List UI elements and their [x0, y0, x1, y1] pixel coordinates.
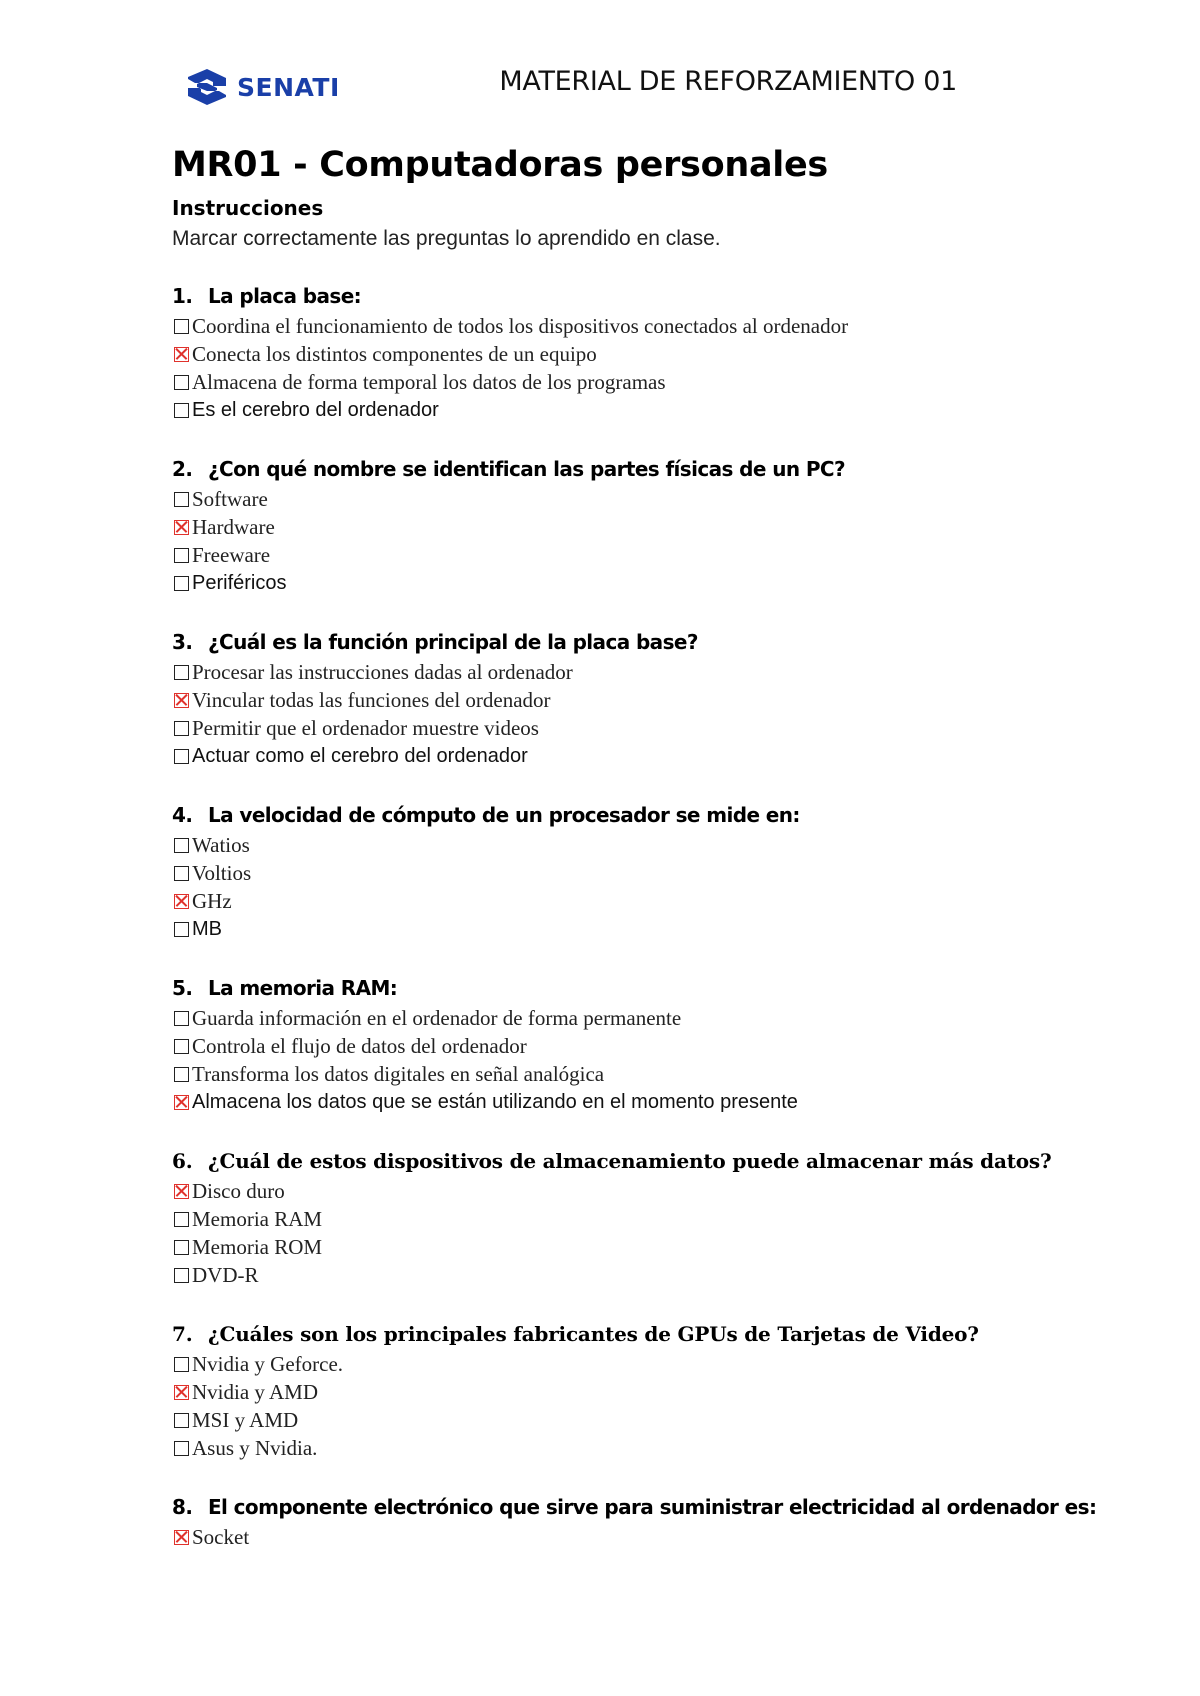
instructions-text: Marcar correctamente las preguntas lo aprendido en clase. [172, 227, 721, 250]
question-heading [172, 1491, 1102, 1523]
option-item [172, 658, 1102, 686]
question-number: 6. [172, 1149, 193, 1173]
checkbox[interactable] [174, 1357, 189, 1372]
option-item [172, 513, 1102, 541]
option-item [172, 1060, 1102, 1088]
option-label: Software [192, 487, 268, 511]
option-label: Almacena de forma temporal los datos de los programas [192, 370, 666, 394]
checkbox-checked[interactable] [174, 520, 189, 535]
question-6 [172, 1145, 1102, 1289]
checkbox[interactable] [174, 721, 189, 736]
option-item [172, 714, 1102, 742]
option-item [172, 1378, 1102, 1406]
checkbox[interactable] [174, 665, 189, 680]
question-number: 4. [172, 803, 193, 827]
option-item [172, 569, 1102, 597]
question-text: ¿Cuál es la función principal de la placa base? [208, 630, 698, 654]
question-2 [172, 453, 1102, 597]
option-item [172, 396, 1102, 424]
option-label: Voltios [192, 861, 252, 885]
checkbox-checked[interactable] [174, 894, 189, 909]
option-item [172, 915, 1102, 943]
option-label: Nvidia y Geforce. [192, 1352, 344, 1376]
option-list [172, 485, 1102, 597]
question-heading [172, 1145, 1102, 1177]
option-label: Conecta los distintos componentes de un equipo [192, 342, 597, 366]
option-item [172, 312, 1102, 340]
option-item [172, 1523, 1102, 1551]
option-list [172, 1523, 1102, 1551]
checkbox[interactable] [174, 1011, 189, 1026]
option-item [172, 485, 1102, 513]
question-7 [172, 1318, 1102, 1462]
option-list [172, 1177, 1102, 1289]
checkbox-checked[interactable] [174, 693, 189, 708]
question-5 [172, 972, 1102, 1116]
option-item [172, 887, 1102, 915]
option-label: Periféricos [192, 572, 287, 594]
instructions-heading: Instrucciones [172, 196, 324, 220]
option-label: Transforma los datos digitales en señal analógica [192, 1062, 605, 1086]
checkbox[interactable] [174, 375, 189, 390]
checkbox-checked[interactable] [174, 347, 189, 362]
option-label: Permitir que el ordenador muestre videos [192, 716, 539, 740]
checkbox[interactable] [174, 838, 189, 853]
option-list [172, 831, 1102, 943]
question-text: ¿Cuál de estos dispositivos de almacenamiento puede almacenar más datos? [208, 1149, 1052, 1173]
option-label: Controla el flujo de datos del ordenador [192, 1034, 527, 1058]
option-label: Es el cerebro del ordenador [192, 399, 439, 421]
option-item [172, 368, 1102, 396]
option-list [172, 658, 1102, 770]
checkbox[interactable] [174, 922, 189, 937]
option-list [172, 1350, 1102, 1462]
question-text: La placa base: [208, 284, 362, 308]
option-label: GHz [192, 889, 232, 913]
question-number: 7. [172, 1322, 193, 1346]
question-text: La memoria RAM: [208, 976, 398, 1000]
document-label: MATERIAL DE REFORZAMIENTO 01 [499, 66, 957, 97]
checkbox-checked[interactable] [174, 1184, 189, 1199]
question-number: 3. [172, 630, 193, 654]
question-number: 2. [172, 457, 193, 481]
option-item [172, 1004, 1102, 1032]
question-4 [172, 799, 1102, 943]
option-item [172, 859, 1102, 887]
checkbox[interactable] [174, 866, 189, 881]
question-3 [172, 626, 1102, 770]
question-text: ¿Cuáles son los principales fabricantes de GPUs de Tarjetas de Video? [208, 1322, 979, 1346]
option-label: Memoria RAM [192, 1207, 323, 1231]
question-text: El componente electrónico que sirve para suministrar electricidad al ordenador es: [208, 1495, 1097, 1519]
checkbox[interactable] [174, 1039, 189, 1054]
question-heading [172, 972, 1102, 1004]
option-label: Actuar como el cerebro del ordenador [192, 745, 528, 767]
option-label: DVD-R [192, 1263, 259, 1287]
question-number: 8. [172, 1495, 193, 1519]
option-item [172, 1205, 1102, 1233]
option-item [172, 1233, 1102, 1261]
option-label: Vincular todas las funciones del ordenador [192, 688, 551, 712]
senati-logo [185, 68, 340, 106]
question-1 [172, 280, 1102, 424]
option-label: Procesar las instrucciones dadas al ordenador [192, 660, 573, 684]
checkbox[interactable] [174, 576, 189, 591]
option-label: Asus y Nvidia. [192, 1436, 318, 1460]
question-text: ¿Con qué nombre se identifican las partes físicas de un PC? [208, 457, 846, 481]
option-list [172, 1004, 1102, 1116]
checkbox[interactable] [174, 403, 189, 418]
question-list [172, 280, 1102, 1580]
checkbox[interactable] [174, 749, 189, 764]
option-label: Hardware [192, 515, 275, 539]
option-label: Watios [192, 833, 250, 857]
option-item [172, 340, 1102, 368]
option-item [172, 1350, 1102, 1378]
question-heading [172, 1318, 1102, 1350]
logo-text: SENATI [237, 72, 340, 102]
question-number: 5. [172, 976, 193, 1000]
question-heading [172, 626, 1102, 658]
checkbox-checked[interactable] [174, 1530, 189, 1545]
checkbox[interactable] [174, 319, 189, 334]
option-item [172, 1032, 1102, 1060]
option-label: Memoria ROM [192, 1235, 323, 1259]
option-label: Disco duro [192, 1179, 285, 1203]
page-title: MR01 - Computadoras personales [172, 145, 828, 185]
question-text: La velocidad de cómputo de un procesador se mide en: [208, 803, 800, 827]
checkbox[interactable] [174, 548, 189, 563]
option-label: Socket [192, 1525, 250, 1549]
option-item [172, 742, 1102, 770]
option-label: Nvidia y AMD [192, 1380, 318, 1404]
question-number: 1. [172, 284, 193, 308]
option-item [172, 1434, 1102, 1462]
question-heading [172, 280, 1102, 312]
checkbox[interactable] [174, 1240, 189, 1255]
checkbox[interactable] [174, 1268, 189, 1283]
checkbox[interactable] [174, 492, 189, 507]
option-list [172, 312, 1102, 424]
option-label: Guarda información en el ordenador de forma permanente [192, 1006, 682, 1030]
option-item [172, 1406, 1102, 1434]
option-item [172, 686, 1102, 714]
question-8 [172, 1491, 1102, 1551]
question-heading [172, 453, 1102, 485]
checkbox[interactable] [174, 1212, 189, 1227]
title-block [172, 142, 1072, 254]
option-item [172, 1261, 1102, 1289]
checkbox[interactable] [174, 1413, 189, 1428]
checkbox-checked[interactable] [174, 1095, 189, 1110]
option-item [172, 1177, 1102, 1205]
option-label: MSI y AMD [192, 1408, 299, 1432]
senati-logo-icon [185, 68, 229, 106]
option-item [172, 1088, 1102, 1116]
option-label: MB [192, 918, 222, 940]
option-label: Almacena los datos que se están utilizando en el momento presente [192, 1091, 798, 1113]
page-header [185, 66, 975, 116]
question-heading [172, 799, 1102, 831]
checkbox[interactable] [174, 1441, 189, 1456]
option-item [172, 831, 1102, 859]
option-label: Freeware [192, 543, 271, 567]
checkbox[interactable] [174, 1067, 189, 1082]
option-label: Coordina el funcionamiento de todos los dispositivos conectados al ordenador [192, 314, 849, 338]
option-item [172, 541, 1102, 569]
checkbox-checked[interactable] [174, 1385, 189, 1400]
